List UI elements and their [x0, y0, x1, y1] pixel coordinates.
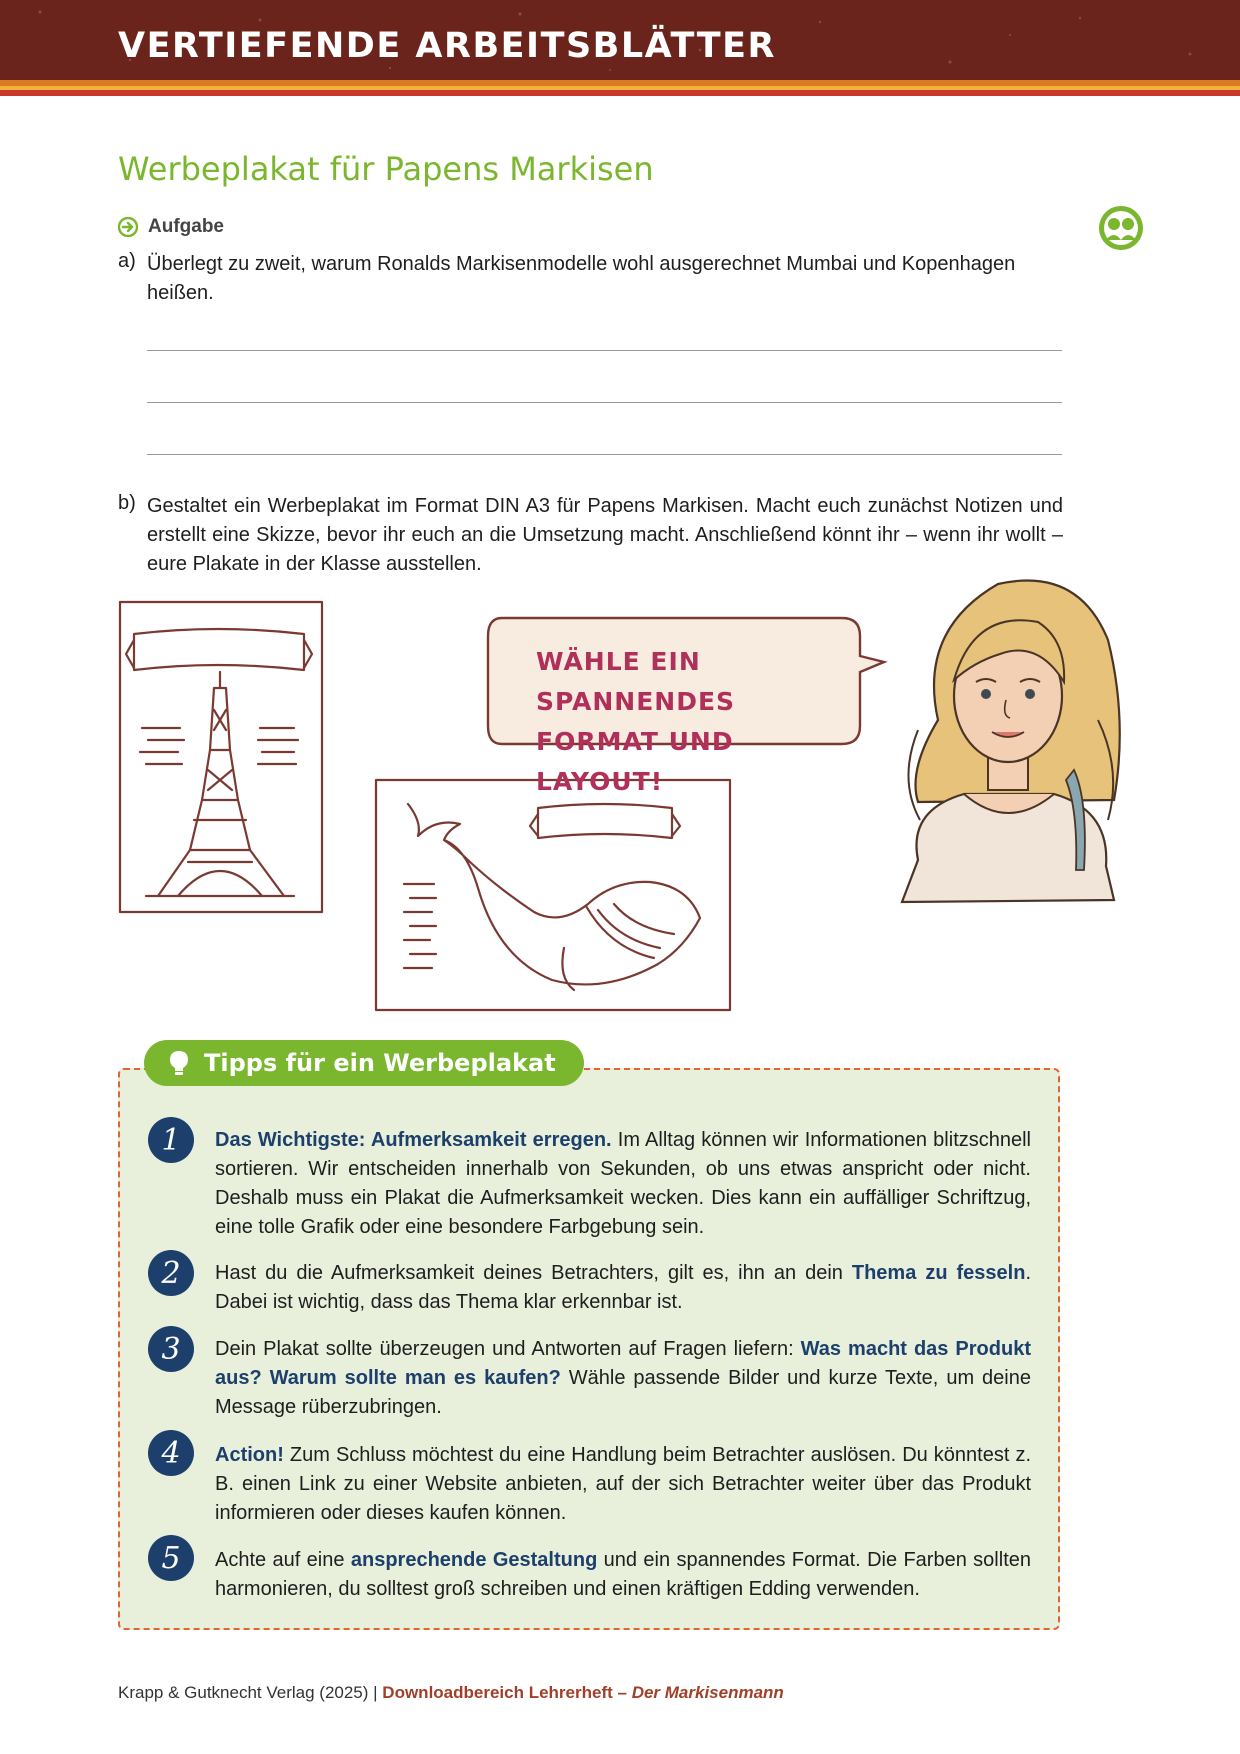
- tip-number-1: 1: [148, 1117, 194, 1163]
- tip-number-2: 2: [148, 1250, 194, 1296]
- whale-poster-sketch: [374, 778, 732, 1014]
- tip-number-3: 3: [148, 1326, 194, 1372]
- header-title: VERTIEFENDE ARBEITSBLÄTTER: [118, 26, 776, 66]
- tip-text-1: [215, 1126, 1031, 1242]
- tip-text-part: Achte auf eine: [215, 1549, 351, 1571]
- tip-number-5: 5: [148, 1535, 194, 1581]
- tip-emphasis: Das Wichtigste: Aufmerksamkeit erregen.: [215, 1129, 612, 1151]
- tip-text-part: Wähle passende Bilder und kurze Texte, um deine Message rüberzubringen.: [215, 1367, 1031, 1418]
- task-a-text: Überlegt zu zweit, warum Ronalds Markisenmodelle wohl ausgerechnet Mumbai und Kopenhagen heißen.: [147, 253, 1016, 304]
- writing-line[interactable]: [147, 350, 1062, 351]
- tip-emphasis: ansprechende Gestaltung: [350, 1549, 598, 1571]
- partner-work-icon: [1097, 204, 1145, 252]
- tip-text-part: Im Alltag können wir Informationen blitzschnell sortieren. Wir entscheiden innerhalb von Sekunden, ob uns etwas anspricht oder nicht. Deshalb muss ein Plakat die Aufmerksamkeit wecken. Dies kann ein auffälliger Schriftzug, eine tolle Grafik oder eine besondere Farbgebung sein.: [215, 1129, 1032, 1238]
- speech-bubble-line: WÄHLE EIN SPANNENDES: [536, 647, 736, 716]
- tip-text-5: [215, 1546, 1031, 1604]
- writing-line[interactable]: [147, 402, 1062, 403]
- tips-title: Tipps für ein Werbeplakat: [204, 1049, 556, 1077]
- footer-area: Downloadbereich Lehrerheft –: [382, 1683, 632, 1702]
- tip-text-part: und ein spannendes Format. Die Farben sollten harmonieren, du solltest groß schreiben und einen kräftigen Edding verwenden.: [215, 1549, 1031, 1600]
- lightbulb-icon: [168, 1049, 190, 1077]
- tips-header: [144, 1040, 584, 1086]
- header-stripe: [0, 90, 1240, 96]
- tip-number-4: 4: [148, 1430, 194, 1476]
- tip-text-2: [215, 1259, 1031, 1317]
- tip-text-part: Dein Plakat sollte überzeugen und Antworten auf Fragen liefern:: [215, 1338, 801, 1360]
- footer: [118, 1683, 784, 1703]
- footer-publisher: Krapp & Gutknecht Verlag (2025) |: [118, 1683, 383, 1702]
- eiffel-poster-sketch: [118, 600, 326, 916]
- arrow-right-icon: [118, 217, 138, 237]
- tip-text-part: . Dabei ist wichtig, dass das Thema klar erkennbar ist.: [215, 1262, 1032, 1313]
- page-title: Werbeplakat für Papens Markisen: [118, 150, 654, 188]
- girl-illustration: [878, 570, 1140, 946]
- writing-line[interactable]: [147, 454, 1062, 455]
- task-b-text: Gestaltet ein Werbeplakat im Format DIN A3 für Papens Markisen. Macht euch zunächst Notizen und erstellt eine Skizze, bevor ihr euch an die Umsetzung macht. Anschließend könnt ihr – wenn ihr wollt – eure Plakate in der Klasse ausstellen.: [147, 495, 1063, 575]
- task-a-letter: a): [118, 250, 136, 272]
- tip-emphasis: Was macht das Produkt aus? Warum sollte man es kaufen?: [215, 1338, 1031, 1389]
- speech-bubble-line: FORMAT UND LAYOUT!: [536, 727, 734, 796]
- tip-text-4: [215, 1441, 1031, 1528]
- tip-emphasis: Thema zu fesseln: [851, 1262, 1026, 1284]
- tip-emphasis: Action!: [215, 1444, 284, 1466]
- footer-book-title: Der Markisenmann: [631, 1683, 784, 1702]
- speech-bubble: [484, 614, 890, 796]
- task-label-row: [118, 214, 224, 240]
- task-b-letter: b): [118, 492, 136, 514]
- tip-text-part: Zum Schluss möchtest du eine Handlung beim Betrachter auslösen. Du könntest z. B. einen Link zu einer Website anbieten, auf der sich Betrachter weiter über das Produkt informieren oder dieses kaufen können.: [215, 1444, 1031, 1524]
- tip-text-part: Hast du die Aufmerksamkeit deines Betrachters, gilt es, ihn an dein: [215, 1262, 852, 1284]
- tip-text-3: [215, 1335, 1031, 1422]
- task-label: Aufgabe: [148, 216, 224, 237]
